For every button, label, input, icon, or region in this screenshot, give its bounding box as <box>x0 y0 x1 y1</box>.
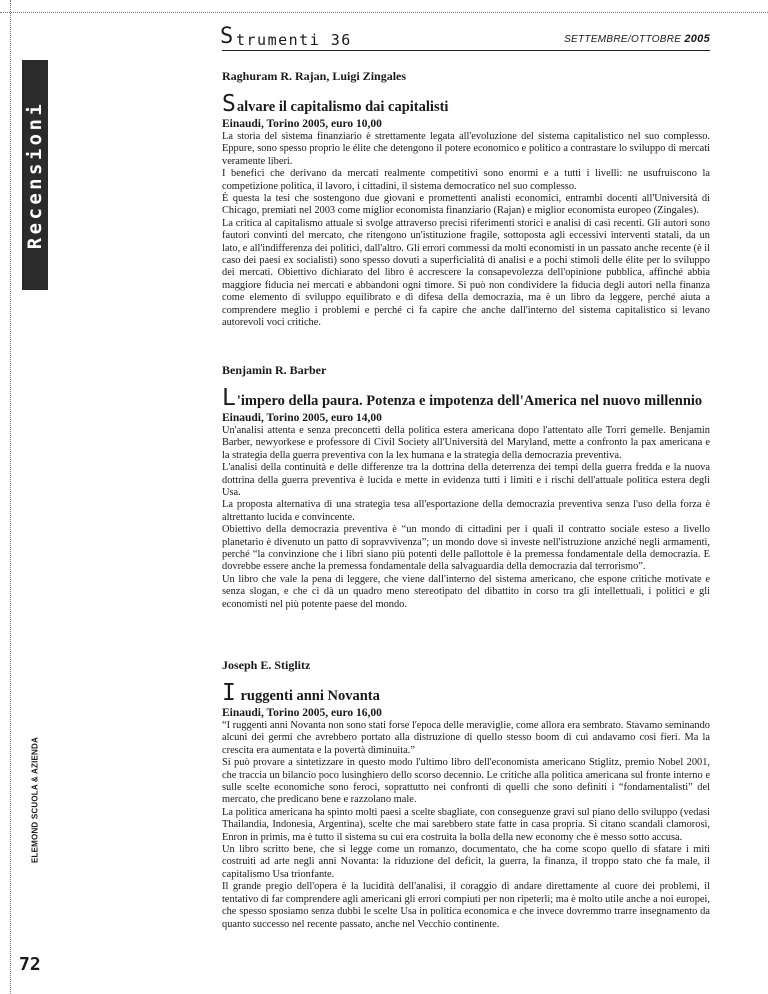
magazine-title: trumenti 36 <box>236 31 352 49</box>
review-paragraph: Obiettivo della democrazia preventiva è “un mondo di cittadini per i quali il contratto sociale esteso a livello planetario è divenuto un patto di sopravvivenza”; un mondo dove si investe nell'istruzione anziché negli armamenti, perché “la convinzione che i libri siano più potenti delle pallottole è la premessa fondamentale della democrazia. E dovrebbe essere anche la premessa fondamentale della salvaguardia della democrazia dal terrorismo”. <box>222 524 710 573</box>
page-header <box>220 26 710 50</box>
review-paragraph: Un'analisi attenta e senza preconcetti della politica estera americana dopo l'attentato alle Torri gemelle. Benjamin Barber, newyorkese e professore di Civil Society all'Università del Maryland, mette a confronto la pax americana e la strategia della guerra preventiva con la lex humana e la strategia della democrazia preventiva. <box>222 425 710 461</box>
review-paragraph: Il grande pregio dell'opera è la lucidità dell'analisi, il coraggio di andare direttamente al cuore dei problemi, il tentativo di far comprendere agli americani gli errori compiuti per non ripeterli; ma è molto utile anche a noi europei, che spesso sposiamo senza dubbi le scelte Usa in politica economica e che invece dovremmo trarre insegnamento da quanto successo nel recente passato, anche nel Vecchio continente. <box>222 881 710 930</box>
title-text: 'impero della paura. Potenza e impotenza dell'America nel nuovo millennio <box>236 393 703 409</box>
title-text: ruggenti anni Novanta <box>236 688 380 704</box>
review-paragraph: Un libro che vale la pena di leggere, che viene dall'interno del sistema americano, che espone critiche motivate e senza slogan, e che ci dà un quadro meno stereotipato del dibattito in corso tra gli intellettuali, i politici e gli economisti nel più potente paese del mondo. <box>222 573 710 610</box>
review-author: Benjamin R. Barber <box>222 363 327 377</box>
review-title <box>222 680 710 706</box>
page-number: 72 <box>19 954 41 975</box>
title-initial: S <box>222 91 236 117</box>
review-paragraph: È questa la tesi che sostengono due giovani e promettenti analisti economici, entrambi docenti all'Università di Chicago, premiati nel 2003 come miglior economista finanziario (Rajan) e miglior economista europeo (Zingales). <box>222 193 710 217</box>
header-rule <box>222 50 710 51</box>
section-tab <box>22 60 48 290</box>
issue-year: 2005 <box>684 33 710 45</box>
review-paragraph: “I ruggenti anni Novanta non sono stati forse l'epoca delle meraviglie, come allora era sembrato. Stavamo seminando alcuni dei germi che avrebbero portato alla distruzione di quello stesso boom di cui andavamo così fieri. Ma la crescita era aumentata e la povertà diminuita.” <box>222 720 710 756</box>
review-paragraph: I benefici che derivano da mercati realmente competitivi sono enormi e a tutti i livelli: ne usufruiscono la competizione politica, il lavoro, i cittadini, il sistema democratico nel suo complesso. <box>222 168 710 192</box>
left-dotted-edge <box>10 0 11 994</box>
publisher-text: ELEMOND SCUOLA & AZIENDA <box>30 737 40 863</box>
review-body <box>222 425 710 611</box>
magazine-initial: S <box>220 24 234 49</box>
review-publication: Einaudi, Torino 2005, euro 16,00 <box>222 707 382 719</box>
review-body <box>222 131 710 330</box>
review-paragraph: La storia del sistema finanziario è strettamente legata all'evoluzione del sistema capitalistico nel suo complesso. Eppure, sono spesso proprio le élite che detengono il potere economico e politico a contrastare lo sviluppo di mercati veramente liberi. <box>222 131 710 167</box>
review-title <box>222 91 710 117</box>
review-paragraph: La politica americana ha spinto molti paesi a scelte sbagliate, con conseguenze gravi sul piano dello sviluppo (vedasi Thailandia, Indonesia, Argentina), scelte che mai sarebbero state fatte in casa propria. Si citano scandali clamorosi, Enron in primis, ma è tutto il sistema su cui era costruita la bolla della new economy che è messo sotto accusa. <box>222 806 710 843</box>
review-barber <box>222 363 710 611</box>
publisher-label <box>28 720 42 880</box>
review-publication: Einaudi, Torino 2005, euro 14,00 <box>222 412 382 424</box>
review-publication: Einaudi, Torino 2005, euro 10,00 <box>222 118 382 130</box>
review-paragraph: Un libro scritto bene, che si legge come un romanzo, documentato, che ha come scopo quello di sfatare i miti costruiti ad arte negli anni Novanta: la riduzione del deficit, la guerra, la finanza, il troppo stato che fa male, il capitalismo Usa trionfante. <box>222 844 710 880</box>
review-paragraph: La critica al capitalismo attuale si svolge attraverso precisi riferimenti storici e analisi di casi recenti. Gli autori sono fautori convinti del mercato, che ritengono un'istituzione fragile, sottoposta agli eccessivi interventi statali, da un lato, e all'indifferenza dei politici, dall'altro. Gli errori commessi da molti economisti in un passato anche recente (è il caso dei paesi ex socialisti) sono spesso dovuti a superficialità di analisi e a pochi stimoli delle élite per lo sviluppo dei mercati. Obiettivo dichiarato del libro è accrescere la consapevolezza dell'opinione pubblica, affinché abbia maggiore fiducia nei mercati e abbandoni ogni timore. Si può non condividere la fiducia degli autori nella finanza come elemento di sviluppo equilibrato e di difesa della democrazia, ma è un libro da leggere, perché aiuta a comprendere meglio i problemi e perché ci fa capire che anche dall'interno del sistema capitalistico si levano autorevoli voci critiche. <box>222 217 710 329</box>
review-author: Raghuram R. Rajan, Luigi Zingales <box>222 69 407 83</box>
section-label: Recensioni <box>24 100 46 250</box>
title-initial: I <box>222 680 236 706</box>
issue-months: SETTEMBRE/OTTOBRE <box>564 34 682 45</box>
review-body <box>222 720 710 931</box>
issue-date <box>564 33 710 45</box>
review-title <box>222 385 710 411</box>
review-stiglitz <box>222 658 710 931</box>
review-paragraph: L'analisi della continuità e delle differenze tra la dottrina della deterrenza dei tempi della guerra fredda e la nuova dottrina della guerra preventiva è lucida e mette in evidenza tutti i limiti e i rischi dell'attuale politica estera degli Usa. <box>222 462 710 499</box>
top-dotted-edge <box>0 12 768 13</box>
review-author: Joseph E. Stiglitz <box>222 658 311 672</box>
title-text: alvare il capitalismo dai capitalisti <box>236 99 449 115</box>
review-rajan-zingales <box>222 69 710 330</box>
review-paragraph: La proposta alternativa di una strategia tesa all'esportazione della democrazia preventiva senza l'uso della forza è altrettanto lucida e convincente. <box>222 499 710 523</box>
review-paragraph: Si può provare a sintetizzare in questo modo l'ultimo libro dell'economista americano Stiglitz, premio Nobel 2001, che traccia un bilancio poco lusinghiero dello scorso decennio. Le critiche alla politica americana sul fronte interno e sulle scelte economiche sono feroci, soprattutto nei confronti di quelli che sono definiti i “fondamentalisti” del mercato, che predicano bene e razzolano male. <box>222 757 710 806</box>
title-initial: L <box>222 385 236 411</box>
